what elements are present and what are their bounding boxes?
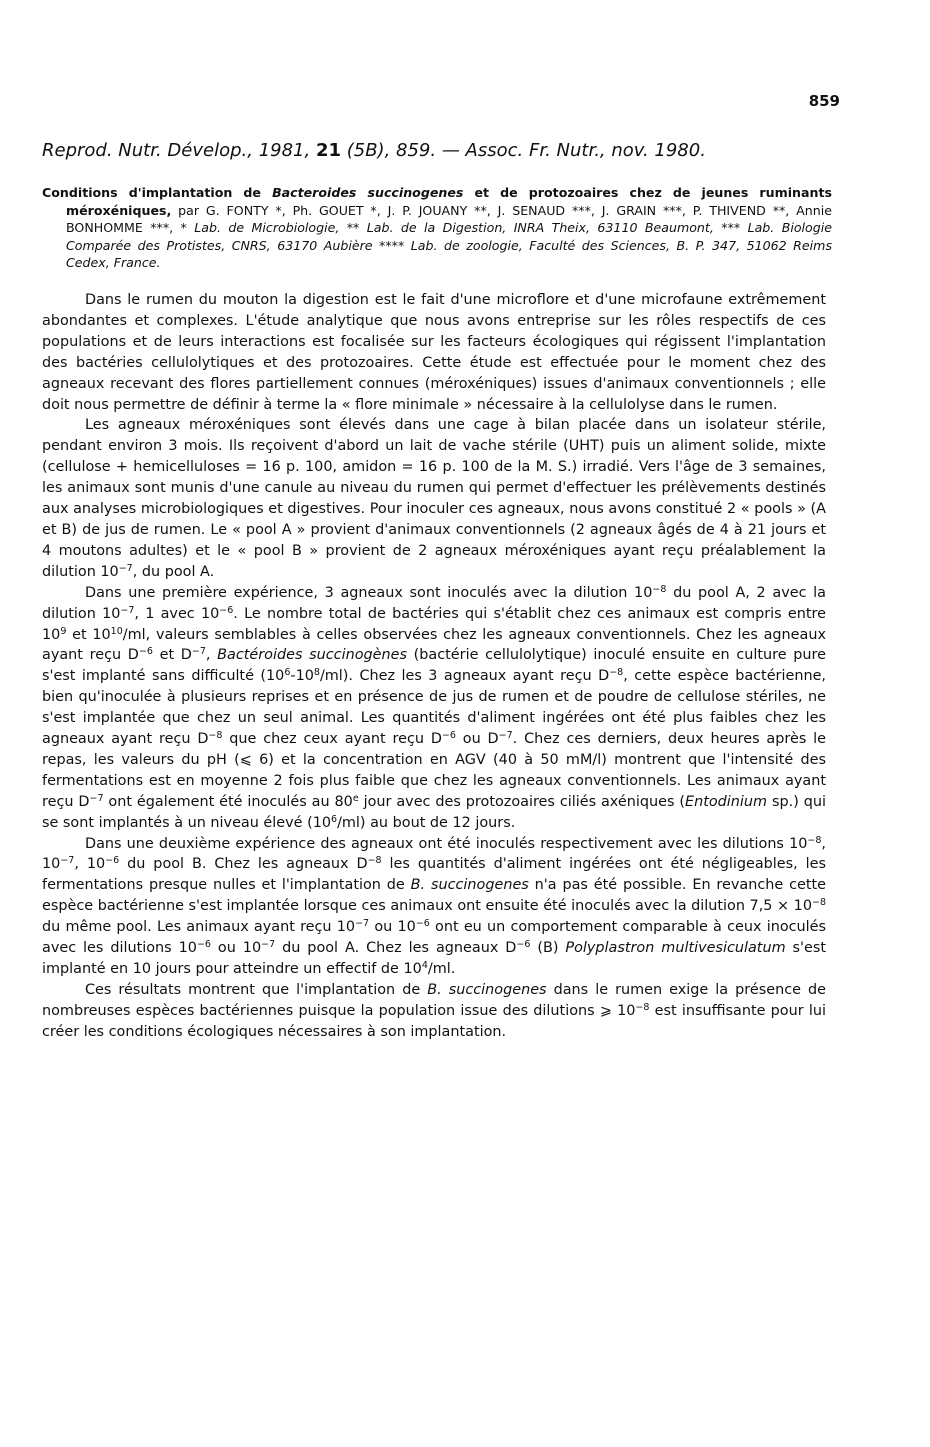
citation-journal: Reprod. Nutr. Dévelop., xyxy=(42,140,259,161)
paragraph-4: Dans une deuxième expérience des agneaux ont été inoculés respectivement avec les dilutions $10^{-8}$, $10^{-7}$, $10^{-6}$ du pool B. Chez les agneaux $D^{-8}$ les quantités d'aliment ingérées ont été négligeables, les fermentations presque nulles et l'implantation de B. succinogenes n'a pas été possible. En revanche cette espèce bactérienne s'est implantée lorsque ces animaux ont ensuite été inoculés avec la dilution $7,5 \times 10^{-8}$ du même pool. Les animaux ayant reçu $10^{-7}$ ou $10^{-6}$ ont eu un comportement comparable à ceux inoculés avec les dilutions $10^{-6}$ ou $10^{-7}$ du pool A. Chez les agneaux $D^{-6}$ (B) Polyplastron multivesiculatum s'est implanté en 10 jours pour atteindre un effectif de $10^4/ml$. xyxy=(42,834,827,977)
page-number: 859 xyxy=(808,92,840,110)
species-name: Polyplastron multivesiculatum xyxy=(565,940,786,957)
paragraph-2: Les agneaux méroxéniques sont élevés dans une cage à bilan placée dans un isolateur stérile, pendant environ 3 mois. Ils reçoivent d'abord un lait de vache stérile (UHT) puis un aliment solide, mixte (cellulose + hemicelluloses = 16 p. 100, amidon = 16 p. 100 de la M. S.) irradié. Vers l'âge de 3 semaines, les animaux sont munis d'une canule au niveau du rumen qui permet d'effectuer les prélèvements destinés aux analyses microbiologiques et digestives. Pour inoculer ces agneaux, nous avons constitué 2 « pools » (A et B) de jus de rumen. Le « pool A » provient d'animaux conventionnels (2 agneaux âgés de 4 à 21 jours et 4 moutons adultes) et le « pool B » provient de 2 agneaux méroxéniques ayant reçu préalablement la dilution $10^{-7}$, du pool A. xyxy=(42,417,826,580)
article-authors: par G. FONTY *, Ph. GOUET *, J. P. JOUANY **, J. SENAUD ***, J. GRAIN ***, P. THIVEND **, Annie BONHOMME ***, xyxy=(66,202,832,235)
article-title: Conditions d'implantation de Bacteroides succinogenes et de protozoaires chez de jeunes ruminants méroxéniques, xyxy=(42,185,832,218)
species-name: Bactéroides succinogènes xyxy=(217,647,407,664)
species-name: B. succinogenes xyxy=(410,877,529,894)
article-body xyxy=(42,290,826,1043)
title-species: Bacteroides succinogenes xyxy=(272,185,464,200)
article-affiliations: * Lab. de Microbiologie, ** Lab. de la Digestion, INRA Theix, 63110 Beaumont, *** Lab. Biologie Comparée des Protistes, CNRS, 63170 Aubière **** Lab. de zoologie, Faculté des Sciences, B. P. 347, 51062 Reims Cedex, France. xyxy=(66,220,832,270)
article-heading xyxy=(42,184,832,272)
paragraph-3: Dans une première expérience, 3 agneaux sont inoculés avec la dilution $10^{-8}$ du pool A, 2 avec la dilution $10^{-7}$, 1 avec $10^{-6}$. Le nombre total de bactéries qui s'établit chez ces animaux est compris entre $10^9$ et $10^{10}/ml$, valeurs semblables à celles observées chez les agneaux conventionnels. Chez les agneaux ayant reçu $D^{-6}$ et $D^{-7}$, Bactéroides succinogènes (bactérie cellulolytique) inoculé ensuite en culture pure s'est implanté sans difficulté $(10^6-10^8/ml)$. Chez les 3 agneaux ayant reçu $D^{-8}$, cette espèce bactérienne, bien qu'inoculée à plusieurs reprises et en présence de jus de rumen et de poudre de cellulose stériles, ne s'est implantée que chez un seul animal. Les quantités d'aliment ingérées ont été plus faibles chez les agneaux ayant reçu $D^{-8}$ que chez ceux ayant reçu $D^{-6}$ ou $D^{-7}$. Chez ces derniers, deux heures après le repas, les valeurs du pH (⩽ 6) et la concentration en AGV (40 à 50 mM/l) montrent que l'intensité des fermentations est en moyenne 2 fois plus faible que chez les agneaux conventionnels. Les animaux ayant reçu $D^{-7}$ ont également été inoculés au 80e jour avec des protozoaires ciliés axéniques (Entodinium sp.) qui se sont implantés à un niveau élevé $(10^6/ml)$ au bout de 12 jours. xyxy=(42,583,827,831)
journal-citation xyxy=(42,140,842,161)
species-name: B. succinogenes xyxy=(427,981,547,998)
species-name: Entodinium xyxy=(685,793,768,810)
article-header xyxy=(42,184,832,272)
citation-volume: 21 xyxy=(315,140,342,161)
citation-rest: (5B), 859. — Assoc. Fr. Nutr., nov. 1980. xyxy=(341,140,706,161)
paragraph-5: Ces résultats montrent que l'implantation de B. succinogenes dans le rumen exige la présence de nombreuses espèces bactériennes puisque la population issue des dilutions ⩾ $10^{-8}$ est insuffisante pour lui créer les conditions écologiques nécessaires à son implantation. xyxy=(42,981,826,1040)
paragraph-1: Dans le rumen du mouton la digestion est le fait d'une microflore et d'une microfaune extrêmement abondantes et complexes. L'étude analytique que nous avons entreprise sur les rôles respectifs de ces populations et de leurs interactions est focalisée sur les facteurs écologiques qui régissent l'implantation des bactéries cellulolytiques et des protozoaires. Cette étude est effectuée pour le moment chez des agneaux recevant des flores partiellement connues (méroxéniques) issues d'animaux conventionnels ; elle doit nous permettre de définir à terme la « flore minimale » nécessaire à la cellulolyse dans le rumen. xyxy=(42,292,826,413)
citation-year: 1981, xyxy=(258,140,316,161)
